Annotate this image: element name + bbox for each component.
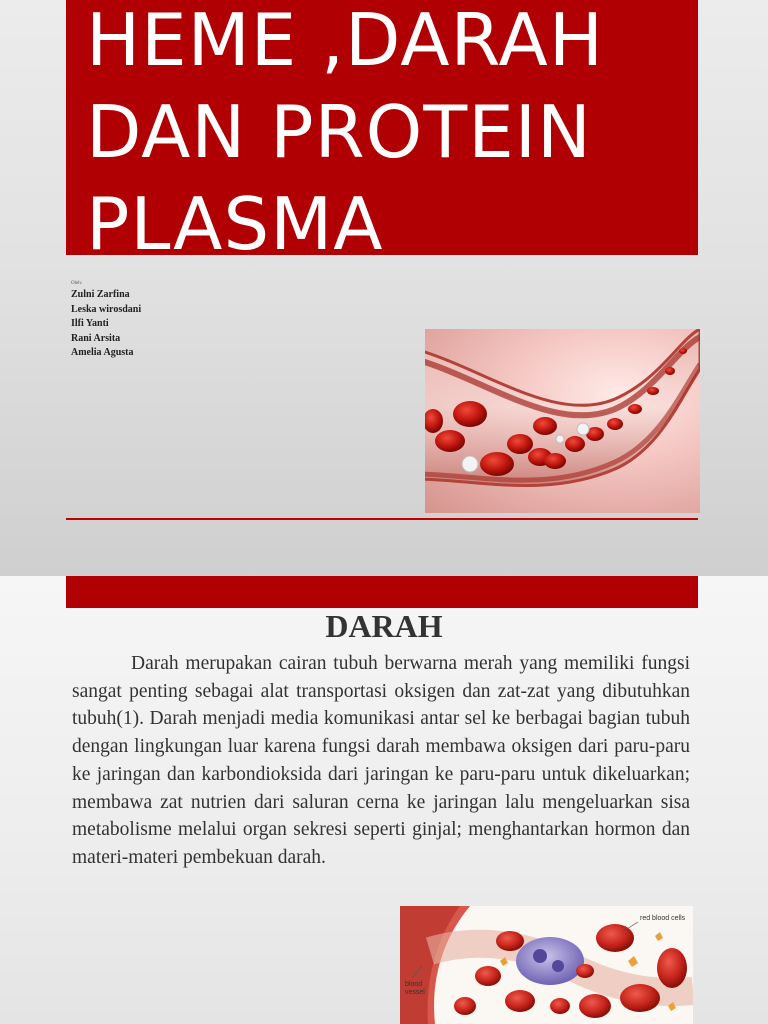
section-heading: DARAH [325,608,443,644]
slide-title: HEME ,DARAH DAN PROTEIN PLASMA [86,0,604,266]
label-blood-vessel-2: vessel [405,989,425,996]
header-bar [66,576,698,608]
author-name: Leska wirosdani [71,303,142,315]
label-blood-vessel-1: blood [405,981,423,988]
author-name: Amelia Agusta [71,347,134,358]
blood-cells-diagram [400,906,693,1024]
divider-line [66,518,698,520]
blood-vessel-photo [425,329,700,513]
author-name: Rani Arsita [71,332,121,344]
author-name: Zulni Zarfina [71,289,130,300]
title-banner [66,0,698,266]
label-red-blood-cells: red blood cells [640,915,686,922]
author-name: Ilfi Yanti [71,318,109,329]
body-paragraph: Darah merupakan cairan tubuh berwarna merah yang memiliki fungsi sangat penting sebagai alat transportasi oksigen dan zat-zat yang dibutuhkan tubuh(1). Darah menjadi media komunikasi antar sel ke berbagai bagian tubuh dengan lingkungan luar karena fungsi darah membawa oksigen dari paru-paru ke jaringan dan karbondioksida dari jaringan ke paru-paru untuk dikeluarkan; membawa zat nutrien dari saluran cerna ke jaringan lalu mengeluarkan sisa metabolisme melalui organ sekresi seperti ginjal; menghantarkan hormon dan materi-materi pembekuan darah. [72,653,690,868]
blood-vessel-illustration [425,329,700,513]
author-list [71,280,141,361]
blood-cells-illustration [400,906,693,1024]
author-prefix: Oleh: [71,281,83,286]
content-slide [0,576,768,1024]
